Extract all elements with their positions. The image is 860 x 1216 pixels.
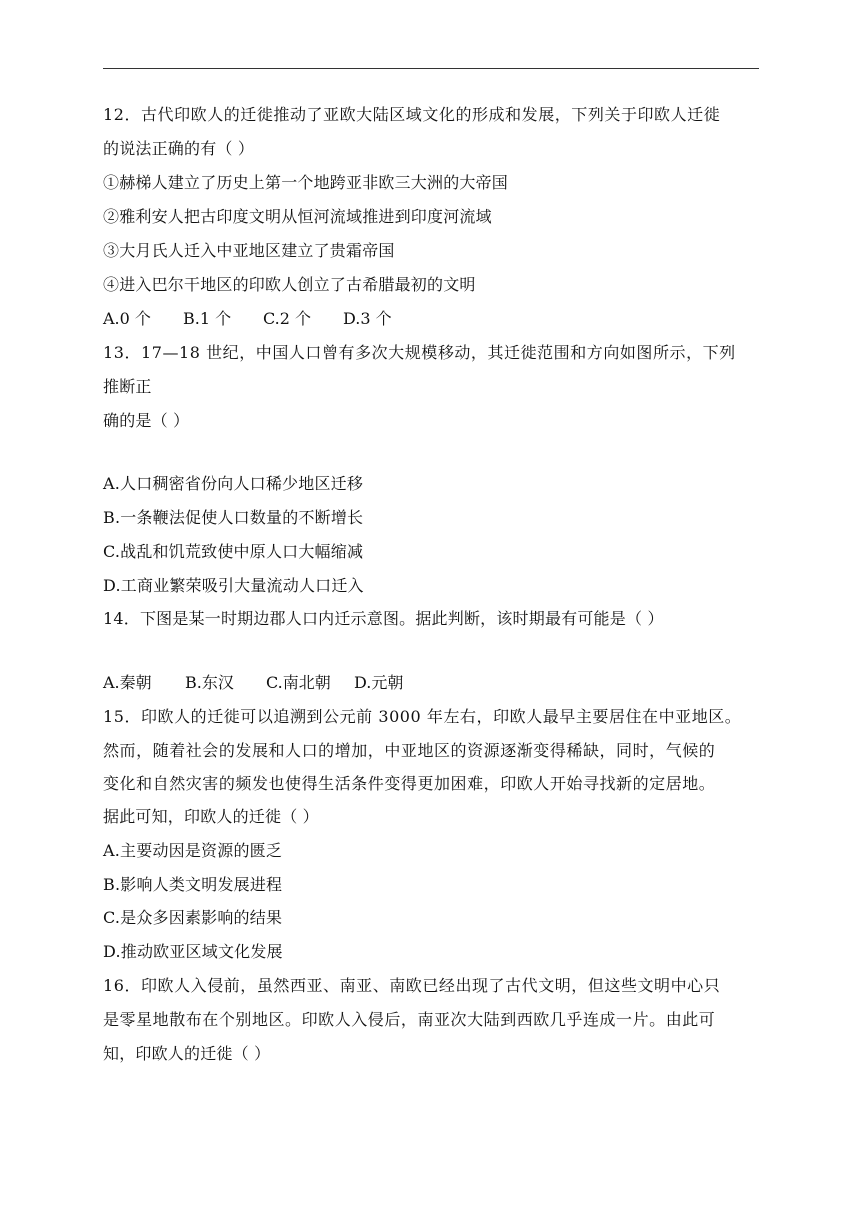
q12-choice-d: D.3 个 [343,309,392,328]
q13-option-d: D.工商业繁荣吸引大量流动人口迁入 [103,576,364,595]
q12-item-1: ①赫梯人建立了历史上第一个地跨亚非欧三大洲的大帝国 [103,173,509,192]
q16-stem-line3: 知，印欧人的迁徙（ ） [103,1044,271,1063]
q13-option-b: B.一条鞭法促使人口数量的不断增长 [103,508,364,527]
q13-stem-line1: 13．17—18 世纪，中国人口曾有多次大规模移动，其迁徙范围和方向如图所示，下列 [103,343,736,362]
q12-choices [103,308,392,330]
q13-stem-line3: 确的是（ ） [103,411,190,430]
q16-stem-line1: 16．印欧人入侵前，虽然西亚、南亚、南欧已经出现了古代文明，但这些文明中心只 [103,976,721,995]
q12-choice-c: C.2 个 [263,309,312,328]
q12-choice-a: A.0 个 [103,309,151,328]
q13-stem-line2: 推断正 [103,377,152,396]
q12-choice-b: B.1 个 [183,309,232,328]
q14-stem-line1: 14．下图是某一时期边郡人口内迁示意图。据此判断，该时期最有可能是（ ） [103,609,664,628]
q12-item-4: ④进入巴尔干地区的印欧人创立了古希腊最初的文明 [103,275,476,294]
q13-option-c: C.战乱和饥荒致使中原人口大幅缩减 [103,542,364,561]
header-rule [103,68,759,69]
q15-stem-line2: 然而，随着社会的发展和人口的增加，中亚地区的资源逐渐变得稀缺，同时，气候的 [103,741,716,760]
q14-choice-c: C.南北朝 [266,673,331,692]
q12-item-3: ③大月氏人迁入中亚地区建立了贵霜帝国 [103,241,395,260]
q12-stem-line2: 的说法正确的有（ ） [103,139,255,158]
q15-stem-line4: 据此可知，印欧人的迁徙（ ） [103,807,319,826]
q14-choice-b: B.东汉 [185,673,234,692]
q14-choice-d: D.元朝 [354,673,404,692]
q15-stem-line3: 变化和自然灾害的频发也使得生活条件变得更加困难，印欧人开始寻找新的定居地。 [103,774,716,793]
q16-stem-line2: 是零星地散布在个别地区。印欧人入侵后，南亚次大陆到西欧几乎连成一片。由此可 [103,1010,716,1029]
q14-choice-a: A.秦朝 [103,673,152,692]
q15-option-a: A.主要动因是资源的匮乏 [103,841,283,860]
q14-choices [103,672,403,694]
q12-stem-line1: 12．古代印欧人的迁徙推动了亚欧大陆区域文化的形成和发展，下列关于印欧人迁徙 [103,105,721,124]
q15-option-d: D.推动欧亚区域文化发展 [103,942,283,961]
q12-item-2: ②雅利安人把古印度文明从恒河流域推进到印度河流域 [103,207,492,226]
q15-option-b: B.影响人类文明发展进程 [103,875,283,894]
q13-option-a: A.人口稠密省份向人口稀少地区迁移 [103,474,364,493]
q15-option-c: C.是众多因素影响的结果 [103,908,283,927]
q15-stem-line1: 15．印欧人的迁徙可以追溯到公元前 3000 年左右，印欧人最早主要居住在中亚地区。 [103,707,742,726]
